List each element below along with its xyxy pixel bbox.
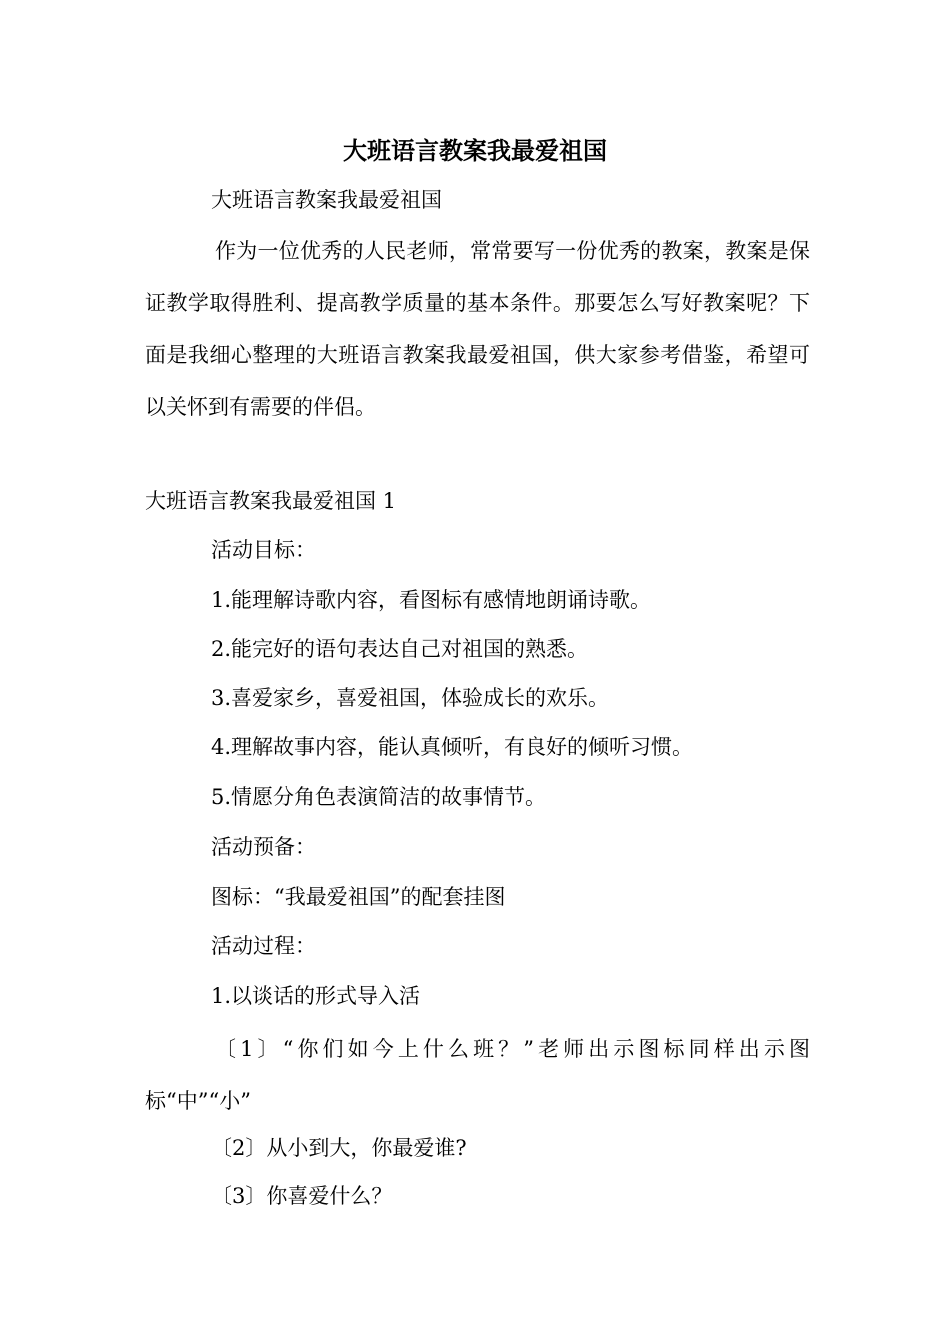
prep-heading: 活动预备：	[211, 835, 316, 859]
goal-item: 5.情愿分角色表演简洁的故事情节。	[211, 785, 547, 809]
goal-item: 3.喜爱家乡，喜爱祖国，体验成长的欢乐。	[211, 686, 610, 710]
process-question: 〔1〕“你们如今上什么班？”老师出示图标同样出示图标“中”“小”	[145, 1037, 810, 1113]
process-question: 〔3〕你喜爱什么？	[211, 1184, 393, 1208]
process-question: 〔2〕从小到大，你最爱谁?	[211, 1136, 467, 1160]
goal-item: 2.能完好的语句表达自己对祖国的熟悉。	[211, 637, 589, 661]
process-step: 1.以谈话的形式导入活	[211, 984, 421, 1008]
section-heading: 大班语言教案我最爱祖国 1	[145, 489, 397, 513]
goal-item: 1.能理解诗歌内容，看图标有感情地朗诵诗歌。	[211, 588, 652, 612]
prep-item: 图标：“我最爱祖国”的配套挂图	[211, 885, 506, 909]
intro-paragraph: 作为一位优秀的人民老师，常常要写一份优秀的教案，教案是保证教学取得胜利、提高教学质量的基本条件。那要怎么写好教案呢？下面是我细心整理的大班语言教案我最爱祖国，供大家参考借鉴，希望可以关怀到有需要的伴侣。	[145, 239, 810, 419]
goal-item: 4.理解故事内容，能认真倾听，有良好的倾听习惯。	[211, 735, 694, 759]
document-subtitle: 大班语言教案我最爱祖国	[211, 188, 442, 212]
document-title: 大班语言教案我最爱祖国	[343, 136, 607, 165]
process-heading: 活动过程：	[211, 934, 316, 958]
goals-heading: 活动目标：	[211, 538, 316, 562]
